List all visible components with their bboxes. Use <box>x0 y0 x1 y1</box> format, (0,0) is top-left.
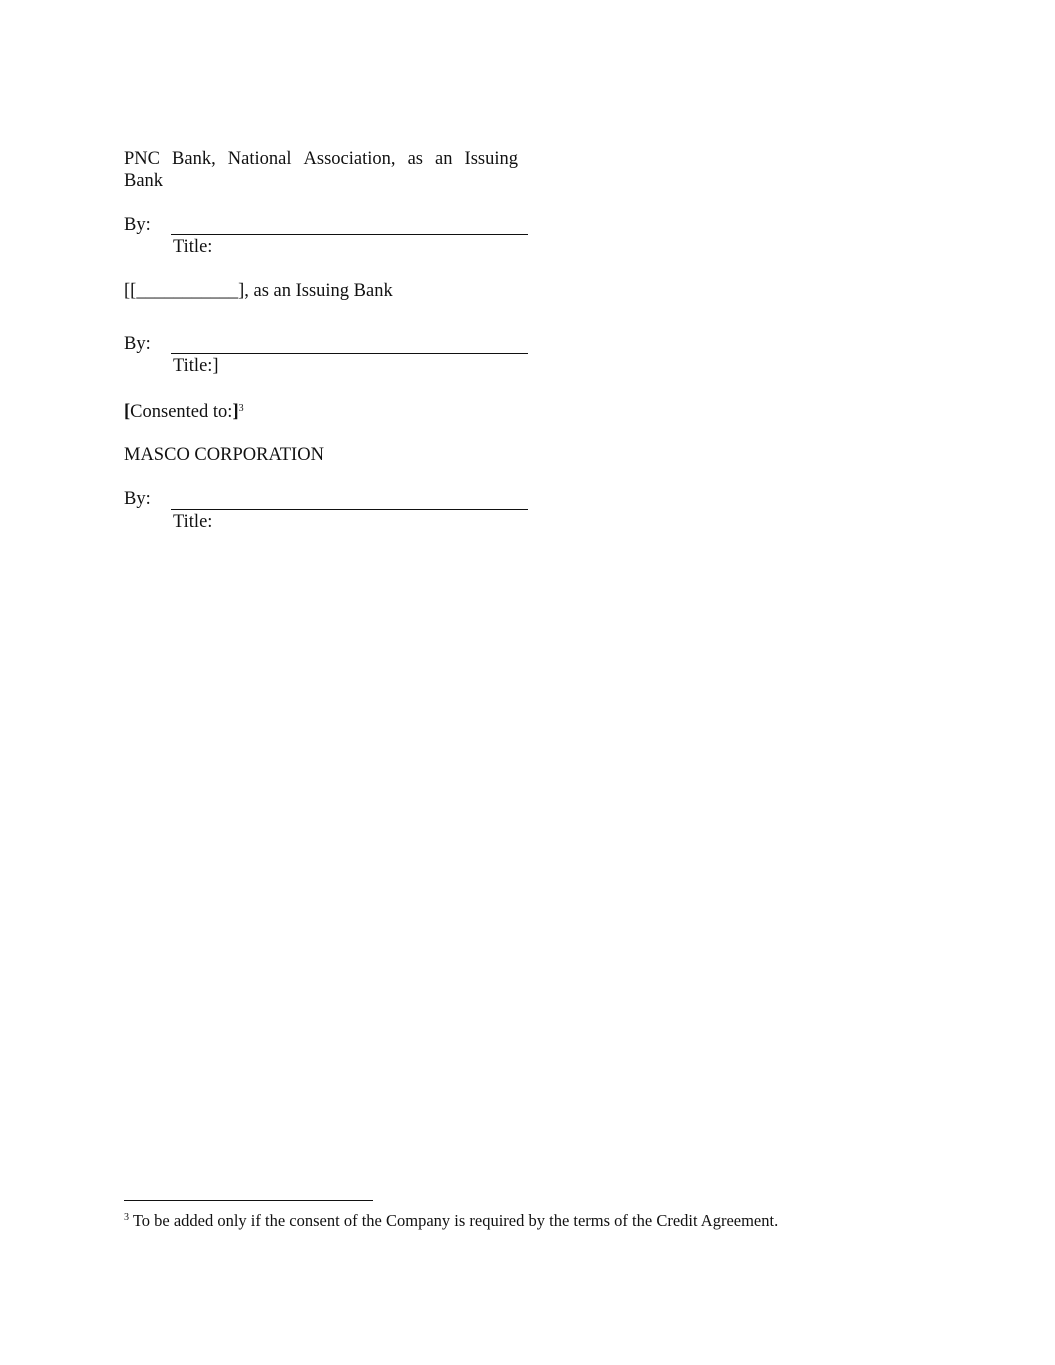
footnote-reference: 3 <box>238 403 244 414</box>
close-bracket: ] <box>232 402 239 422</box>
consented-to-heading <box>124 401 244 423</box>
pnc-name-word: an <box>435 149 453 169</box>
footnote <box>124 1211 778 1231</box>
company-title-label: Title: <box>173 512 213 532</box>
pnc-name-word: Bank, <box>172 149 216 169</box>
pnc-name-word: Association, <box>303 149 396 169</box>
pnc-name-word: PNC <box>124 149 160 169</box>
second-bank-by-label: By: <box>124 334 151 354</box>
company-signature-line <box>171 509 528 510</box>
company-name: MASCO CORPORATION <box>124 445 324 465</box>
open-bracket: [ <box>124 402 131 422</box>
second-bank-name: [[___________], as an Issuing Bank <box>124 281 393 301</box>
company-by-label: By: <box>124 489 151 509</box>
pnc-name-word: National <box>227 149 292 169</box>
consented-to-label: Consented to: <box>130 402 233 422</box>
footnote-text: To be added only if the consent of the Company is required by the terms of the Credit Agreement. <box>132 1211 779 1230</box>
pnc-signature-line <box>171 234 528 235</box>
second-bank-title-label: Title:] <box>173 356 219 376</box>
pnc-bank-name-line1 <box>124 148 518 170</box>
pnc-name-word: Issuing <box>464 149 518 169</box>
footnote-number: 3 <box>124 1212 129 1223</box>
pnc-title-label: Title: <box>173 237 213 257</box>
footnote-separator <box>124 1200 373 1201</box>
pnc-name-word: as <box>407 149 423 169</box>
pnc-bank-name-line2: Bank <box>124 171 164 191</box>
second-bank-signature-line <box>171 353 528 354</box>
pnc-by-label: By: <box>124 215 151 235</box>
